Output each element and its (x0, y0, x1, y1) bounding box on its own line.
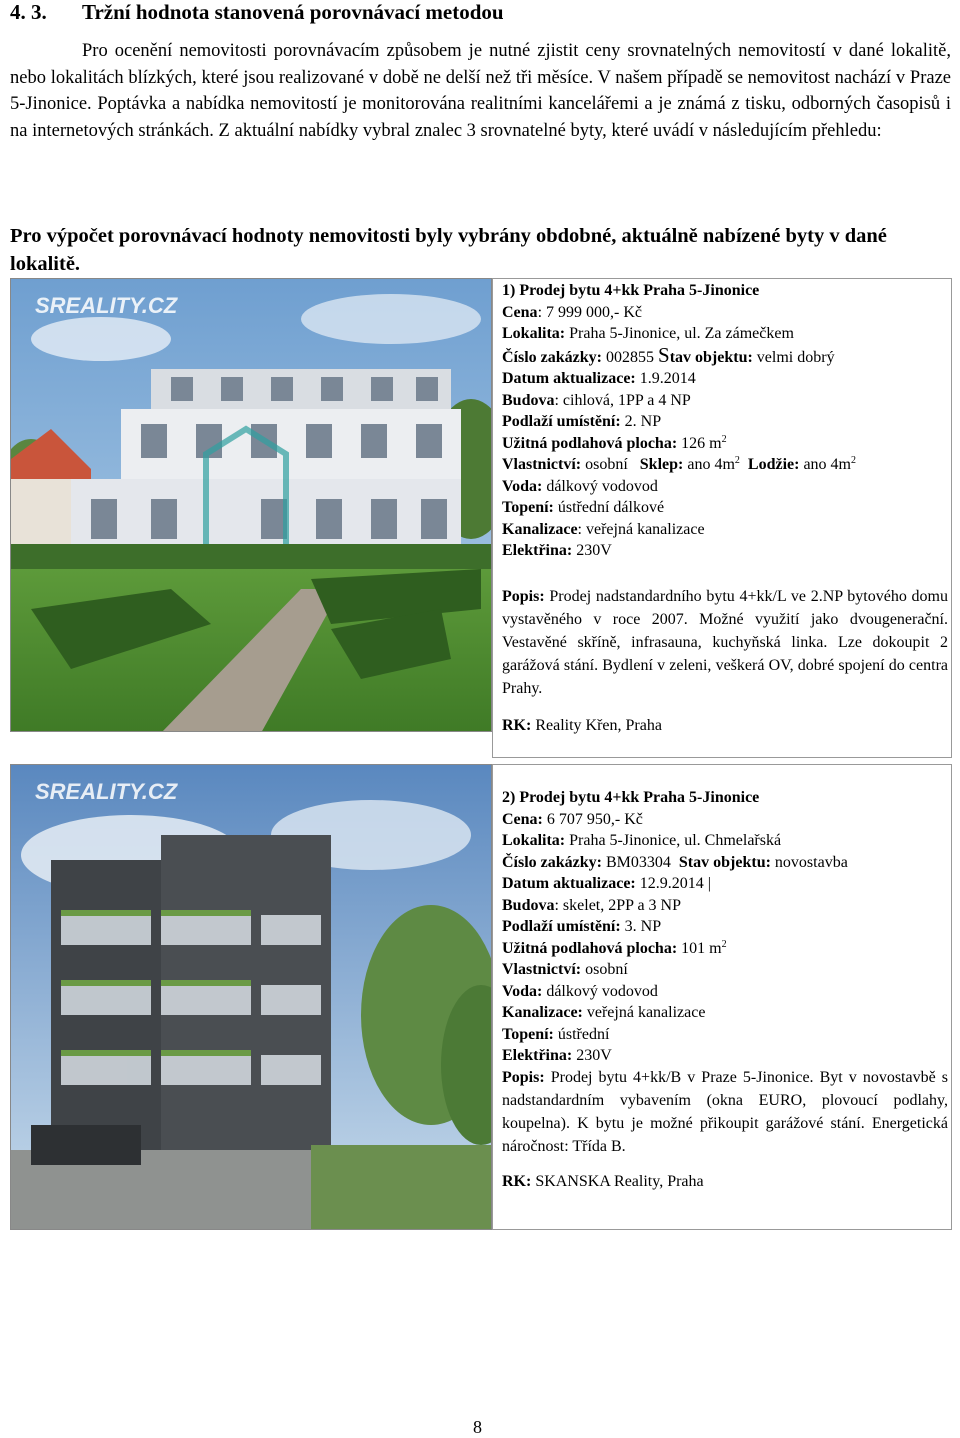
listing1-building: Budova: cihlová, 1PP a 4 NP (502, 391, 691, 409)
section-number: 4. 3. (10, 0, 47, 24)
listing2-area: Užitná podlahová plocha: 101 $m^2$ (502, 938, 727, 957)
listing2-power: Elektřina: 230V (502, 1047, 612, 1064)
listing1-area: Užitná podlahová plocha: 126 $m^2$ (502, 433, 727, 452)
listing1-title: 1) Prodej bytu 4+kk Praha 5-Jinonice (502, 282, 760, 299)
listing1-order-and-state: Číslo zakázky: 002855 Stav objektu: velmi dobrý (502, 342, 835, 367)
listing2-agency: RK: SKANSKA Reality, Praha (502, 1173, 704, 1190)
listing2-updated: Datum aktualizace: 12.9.2014 | (502, 875, 711, 892)
listing2-building-image (11, 765, 492, 1230)
listing2-card (492, 764, 952, 1230)
listing2-heating: Topení: ústřední (502, 1025, 610, 1043)
listing2-watermark: SREALITY.CZ (35, 779, 178, 804)
listing1-building-image (11, 279, 492, 732)
intro-paragraph (10, 38, 951, 144)
listing2-order-and-state: Číslo zakázky: BM03304 Stav objektu: novostavba (502, 853, 848, 871)
listing1-floor: Podlaží umístění: 2. NP (502, 413, 662, 430)
listing1-water: Voda: dálkový vodovod (502, 477, 658, 495)
listing2-building: Budova: skelet, 2PP a 3 NP (502, 896, 681, 914)
listing1-locality: Lokalita: Praha 5-Jinonice, ul. Za zámečkem (502, 325, 794, 342)
listing2-sewer: Kanalizace: veřejná kanalizace (502, 1004, 706, 1021)
listing1-card (492, 278, 952, 758)
listing2-title: 2) Prodej bytu 4+kk Praha 5-Jinonice (502, 789, 760, 806)
listing1-details (502, 280, 948, 562)
listing2-locality: Lokalita: Praha 5-Jinonice, ul. Chmelařská (502, 832, 782, 849)
listing2-floor: Podlaží umístění: 3. NP (502, 918, 662, 935)
listing2-description: Popis: Prodej bytu 4+kk/B v Praze 5-Jinonice. Byt v novostavbě s nadstandardním vybavením (okna EURO, plovoucí podlahy, koupelna). K bytu je možné přikoupit garážové stání. Energetická náročnost: Třída B. (502, 1069, 948, 1155)
listing1-sewer: Kanalizace: veřejná kanalizace (502, 520, 705, 538)
listing1-description: Popis: Prodej nadstandardního bytu 4+kk/L ve 2.NP bytového domu vystavěného v roce 2007. Možné využití jako dvougenerační. Vestavěné skříně, infrasauna, kuchyňská linka. Lze dokoupit 2 garážová stání. Bydlení v zeleni, veškerá OV, dobré spojení do centra Prahy. (502, 588, 948, 697)
intro-text: Pro ocenění nemovitosti porovnávacím způsobem je nutné zjistit ceny srovnatelných nemovitostí v dané lokalitě, nebo lokalitách blízkých, které jsou realizované v době ne delší než tři měsíce. V našem případě se nemovitost nachází v Praze 5-Jinonice. Poptávka a nabídka nemovitostí je monitorována realitními kancelářemi a je známá z tisku, odborných časopisů i na internetových stránkách. Z aktuální nabídky vybral znalec 3 srovnatelné byty, které uvádí v následujícím přehledu: (10, 41, 951, 141)
selection-statement: Pro výpočet porovnávací hodnoty nemovitosti byly vybrány obdobné, aktuálně nabízené byty v dané lokalitě. (10, 225, 887, 275)
listing1-price: Cena: 7 999 000,- Kč (502, 303, 642, 321)
listing2-details (502, 787, 948, 1067)
section-heading (10, 0, 504, 25)
listing1-photo (10, 278, 492, 732)
listing1-updated: Datum aktualizace: 1.9.2014 (502, 370, 696, 387)
page-number: 8 (473, 1417, 482, 1437)
listing2-photo (10, 764, 492, 1230)
listing2-price: Cena: 6 707 950,- Kč (502, 810, 643, 828)
listing1-heating: Topení: ústřední dálkové (502, 499, 665, 516)
listing1-ownership-cellar-loggia: Vlastnictví: osobní Sklep: ano $4m^2$ Lodžie: ano $4m^2$ (502, 455, 856, 473)
listing1-watermark: SREALITY.CZ (35, 293, 178, 318)
section-title: Tržní hodnota stanovená porovnávací metodou (82, 0, 504, 24)
listing1-agency: RK: Reality Křen, Praha (502, 717, 662, 734)
listing2-ownership: Vlastnictví: osobní (502, 961, 628, 978)
listing1-power: Elektřina: 230V (502, 542, 612, 559)
listing2-water: Voda: dálkový vodovod (502, 982, 658, 1000)
